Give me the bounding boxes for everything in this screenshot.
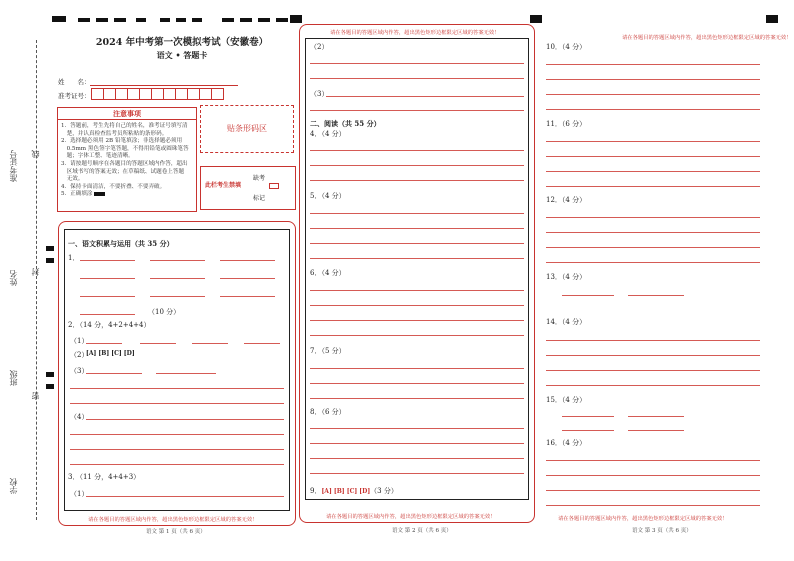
warning-col2-bottom: 请在各题目的答题区域内作答，超出黑色矩形边框限定区域的答案无效！: [326, 514, 496, 520]
q16-label: 16．（4 分）: [546, 439, 587, 447]
absent-line2: 标记: [253, 195, 266, 202]
q2-1-label: （1）: [70, 337, 89, 345]
note-line: 2．选择题必须用 2B 铅笔填涂；非选择题必须用: [61, 138, 183, 145]
side-seal-feng: 封: [31, 268, 40, 276]
absent-line1: 缺考: [253, 175, 266, 182]
barcode-area: [200, 105, 294, 153]
footer-col1: 语文 第 1 页（共 6 页）: [146, 529, 206, 535]
note-line: 楚，并认真检查监考员所粘贴的条形码。: [61, 130, 168, 137]
fill-sample-mark: [94, 192, 105, 196]
id-label: 准考证号：: [58, 92, 91, 100]
q8-label: 8．（6 分）: [310, 408, 346, 416]
q13-label: 13．（4 分）: [546, 273, 587, 281]
note-line: 4．保持卡面清洁，不要折叠、不要弄破。: [61, 183, 166, 190]
notes-box: [57, 107, 197, 212]
id-boxes[interactable]: [91, 88, 223, 100]
warning-col3-bottom: 请在各题目的答题区域内作答，超出黑色矩形边框限定区域的答案无效！: [558, 516, 728, 522]
note-line: 区域书写的答案无效；在草稿纸、试题卷上答题: [61, 168, 185, 175]
q3-label: 3．（11 分，4+4+3）: [68, 473, 141, 481]
q11-label: 11．（6 分）: [546, 120, 587, 128]
note-line: 5．正确填涂: [61, 191, 193, 199]
q6-label: 6．（4 分）: [310, 269, 346, 277]
note-line: 1．答题前，考生先将自己的姓名，准考证号填写清: [61, 123, 188, 129]
warning-col3-top: 请在各题目的答题区域内作答，超出黑色矩形边框限定区域的答案无效！: [622, 35, 792, 41]
page-title: 2024 年中考第一次模拟考试（安徽卷）: [95, 37, 269, 48]
page-subtitle: 语文 • 答题卡: [156, 50, 208, 60]
q2-label: 2．（14 分，4+2+4+4）: [68, 321, 151, 329]
absent-box: [200, 166, 296, 210]
absent-restricted-label: 此栏考生禁填: [205, 182, 242, 189]
q3-2-label: （2）: [310, 43, 329, 51]
note-line: 0.5mm 黑色签字笔答题，不得用铅笔或圆珠笔答: [61, 145, 189, 152]
q1-score: （10 分）: [148, 308, 181, 316]
q15-label: 15．（4 分）: [546, 396, 587, 404]
q2-4-label: （4）: [70, 413, 89, 421]
notes-title: 注意事项: [58, 108, 196, 120]
side-label-class: 班级: [9, 370, 18, 386]
barcode-label: 贴条形码区: [227, 124, 267, 133]
name-label: 姓 名：: [58, 78, 91, 86]
side-label-school: 学校: [9, 478, 18, 494]
notes-list: [58, 120, 196, 202]
q9-label: 9．[A] [B] [C] [D]（3 分）: [310, 487, 398, 495]
q4-label: 4．（4 分）: [310, 130, 346, 138]
q9-options[interactable]: [A] [B] [C] [D]: [321, 488, 371, 495]
q3-1-label: （1）: [70, 490, 89, 498]
warning-col2-top: 请在各题目的答题区域内作答，超出黑色矩形边框限定区域的答案无效！: [330, 30, 500, 36]
q5-label: 5．（4 分）: [310, 192, 346, 200]
q2-3-label: （3）: [70, 367, 89, 375]
q1-label: 1．: [68, 254, 80, 262]
note-line: 无效。: [61, 176, 84, 183]
q2-2-options[interactable]: [A] [B] [C] [D]: [86, 350, 135, 357]
side-seal-mi: 密: [31, 392, 40, 400]
q10-label: 10．（4 分）: [546, 43, 587, 51]
absent-checkbox[interactable]: [269, 183, 279, 189]
footer-col2: 语文 第 2 页（共 6 页）: [392, 528, 452, 534]
q14-label: 14．（4 分）: [546, 318, 587, 326]
section2-title: 二、阅读（共 55 分）: [310, 119, 381, 128]
warning-col1: 请在各题目的答题区域内作答，超出黑色矩形边框限定区域的答案无效！: [88, 517, 258, 523]
side-label-name: 姓名: [9, 270, 18, 286]
q3-3-label: （3）: [310, 90, 329, 98]
section1-title: 一、语文积累与运用（共 35 分）: [68, 239, 174, 248]
note-line: 3．请按题号顺序在各题目的答题区域内作答，超出: [61, 160, 188, 167]
side-label-id: 准考证号: [9, 150, 18, 182]
note-line: 题；字体工整、笔迹清晰。: [61, 153, 134, 160]
q12-label: 12．（4 分）: [546, 196, 587, 204]
name-field[interactable]: [90, 85, 238, 86]
q2-2-label: （2）: [70, 351, 89, 359]
q7-label: 7．（5 分）: [310, 347, 346, 355]
side-seal-xian: 线: [31, 150, 40, 158]
footer-col3: 语文 第 3 页（共 6 页）: [632, 528, 692, 534]
